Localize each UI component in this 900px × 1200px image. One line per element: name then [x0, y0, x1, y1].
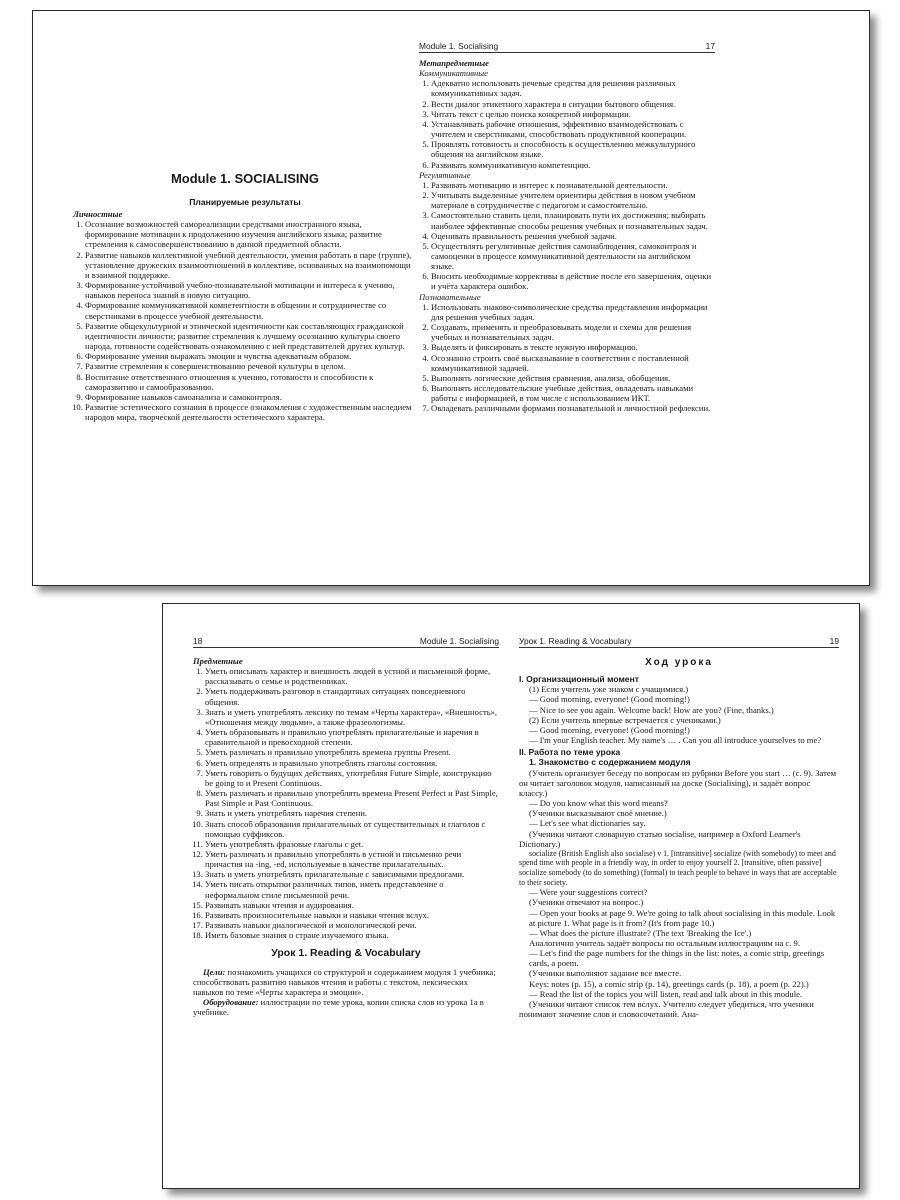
list-item: 4. Устанавливать рабочие отношения, эффективно взаимодействовать с учителем и сверстниками, способствовать продуктивной кооперации.: [431, 119, 715, 139]
list-item: 6. Выполнять исследовательские учебные действия, овладевать навыками работы с информацией, в том числе с использованием ИКТ.: [431, 383, 715, 403]
list-item: 8. Уметь различать и правильно употреблять времена Present Perfect и Past Simple, Past Simple и Past Continuous.: [205, 788, 499, 808]
page-header: [419, 41, 715, 53]
paragraph: — I'm your English teacher. My name's … . Can you all introduce yourselves to me?: [529, 735, 822, 746]
list-item: 12. Уметь различать и правильно употреблять в устной и письменно речи причастия на -ing, -ed, используемые в качестве прилагательных.: [205, 849, 499, 869]
list-item: 17. Развивать навыки диалогической и монологической речи.: [205, 920, 499, 930]
list-item: 8. Воспитание ответственного отношения к учению, готовности и способности к саморазвитию и самообразованию.: [85, 372, 417, 392]
list-item: 1. Развивать мотивацию и интерес к познавательной деятельности.: [431, 180, 715, 190]
list-item: 5. Осуществлять регулятивные действия самонаблюдения, самоконтроля и самооценки в процессе коммуникативной деятельности на английском языке.: [431, 241, 715, 271]
list-item: 7. Уметь говорить о будущих действиях, употребляя Future Simple, конструкцию be going to и Present Continuous.: [205, 768, 499, 788]
lesson-title: Урок 1. Reading & Vocabulary: [271, 947, 421, 960]
page-19: [519, 604, 839, 1188]
header-right: Module 1. Socialising: [419, 636, 499, 646]
page-header: [519, 636, 839, 648]
results-heading: Планируемые результаты: [189, 197, 301, 207]
paragraph: (1) Если учитель уже знаком с учащимися.): [529, 684, 689, 695]
paragraph: — Do you know what this word means?: [529, 798, 668, 809]
paragraph: (Ученики читают словарную статью socialise, например в Oxford Learner's Dictionary.): [519, 828, 801, 849]
paragraph: — Good morning, everyone! (Good morning!): [529, 724, 690, 735]
page-number: 19: [829, 636, 839, 646]
page-spread-16-17: [32, 10, 870, 586]
paragraph: — Let's find the page numbers for the things in the list: notes, a comic strip, greetings cards, a poem.: [529, 948, 825, 969]
paragraph: — Good morning, everyone! (Good morning!): [529, 694, 690, 705]
page-16: [73, 11, 417, 585]
lesson-flow-title: Ход урока: [645, 657, 713, 668]
lesson-aims: Цели: познакомить учащихся со структурой и содержанием модуля 1 учебника; способствовать развитию навыков чтения и работы с текстом, лексических навыков по теме «Черты характера и эмоции».: [193, 966, 496, 997]
paragraph: (Ученики отвечают на вопрос.): [529, 897, 644, 908]
list-item: 16. Развивать произносительные навыки и навыки чтения вслух.: [205, 910, 499, 920]
header-left: Урок 1. Reading & Vocabulary: [519, 636, 632, 646]
list-item: 3. Читать текст с целью поиска конкретной информации.: [431, 109, 715, 119]
page-spread-18-19: [162, 603, 860, 1189]
subsection-heading: 1. Знакомство с содержанием модуля: [529, 757, 691, 768]
list-item: 10. Знать способ образования прилагательных от существительных и глаголов с помощью суффиксов.: [205, 819, 499, 839]
section-heading: I. Организационный момент: [519, 674, 639, 685]
page-number: 18: [193, 636, 203, 646]
paragraph: (Ученики читают список тем вслух. Учителю следует убедиться, что ученики понимают значение слов и словосочетаний. Ана-: [519, 998, 814, 1020]
page-header: [193, 636, 499, 648]
section-heading: II. Работа по теме урока: [519, 747, 621, 758]
lesson-equipment: Оборудование: иллюстрации по теме урока, копии списка слов из урока 1а в учебнике.: [193, 997, 484, 1018]
paragraph: Аналогично учитель задаёт вопросы по остальным иллюстрациям на с. 9.: [529, 937, 800, 948]
subject-heading: Предметные: [193, 656, 243, 666]
list-item: 7. Овладевать различными формами познавательной и личностной рефлексии.: [431, 403, 715, 413]
list-item: 3. Формирование устойчивой учебно-познавательной мотивации и интереса к учению, навыков переноса знаний в новую ситуацию.: [85, 280, 417, 300]
paragraph: (2) Если учитель впервые встречается с учениками.): [529, 714, 721, 725]
list-item: 5. Выполнять логические действия сравнения, анализа, обобщения.: [431, 373, 715, 383]
paragraph: — Read the list of the topics you will listen, read and talk about in this module.: [529, 988, 803, 999]
cog-heading: Познавательные: [419, 291, 481, 302]
list-item: 5. Проявлять готовность и способность к осуществлению межкультурного общения на английском языке.: [431, 139, 715, 159]
list-item: 11. Уметь употреблять фразовые глаголы с get.: [205, 839, 499, 849]
list-item: 2. Создавать, применять и преобразовывать модели и схемы для решения учебных и познавательных задач.: [431, 322, 715, 342]
paragraph: (Ученики выполняют задание все вместе.: [529, 968, 682, 979]
paragraph: Keys: notes (p. 15), a comic strip (p. 14), greetings cards (p. 18), a poem (p. 22).): [529, 978, 809, 989]
paragraph: (Учитель организует беседу по вопросам из рубрики Before you start … (с. 9). Затем он читает заголовок модуля, написанный на доске (Socialising), и задаёт вопрос классу.): [519, 767, 837, 798]
dictionary-entry: socialize (British English also socialise) v 1. [intransitive] socialize (with somebody) to meet and spend time with people in a friendly way, in order to enjoy yourself 2. [transitive, often passive] socialize somebody (to do something) (formal) to teach people to behave in ways that are acceptable to their society.: [519, 848, 837, 887]
list-item: 2. Уметь поддерживать разговор в стандартных ситуациях повседневного общения.: [205, 686, 499, 706]
list-item: 6. Развивать коммуникативную компетенцию.: [431, 160, 715, 170]
list-item: 9. Знать и уметь употреблять наречия степени.: [205, 808, 499, 818]
list-item: 9. Формирование навыков самоанализа и самоконтроля.: [85, 392, 417, 402]
list-item: 6. Вносить необходимые коррективы в действие после его завершения, оценки и учёта характера ошибок.: [431, 271, 715, 291]
list-item: 4. Оценивать правильность решения учебной задачи.: [431, 231, 715, 241]
list-item: 14. Уметь писать открытки различных типов, иметь представление о неформальном стиле письменной речи.: [205, 879, 499, 899]
paragraph: — What does the picture illustrate? (The text 'Breaking the Ice'.): [529, 927, 752, 938]
list-item: 5. Развитие общекультурной и этнической идентичности как составляющих гражданской идентичности личности; развитие стремления к лучшему осознанию культуры своего народа, готовности содействовать ознакомлению с ней представителей других культур.: [85, 321, 417, 351]
comm-list: [419, 78, 715, 169]
paragraph: — Open your books at page 9. We're going to talk about socialising in this module. Look at picture 1. What page is it from? (It's from page 10.): [529, 907, 836, 928]
list-item: 3. Знать и уметь употреблять лексику по темам «Черты характера», «Внешность», «Отношения между людьми», а также фразеологизмы.: [205, 707, 499, 727]
meta-heading: Метапредметные: [419, 58, 489, 68]
list-item: 1. Осознание возможностей самореализации средствами иностранного языка, формирование мотивации к продолжению изучения английского языка; развитие стремления к самосовершенствованию в данной предметной области.: [85, 219, 417, 249]
list-item: 2. Учитывать выделенные учителем ориентиры действия в новом учебном материале в сотрудничестве с педагогом и самостоятельно.: [431, 190, 715, 210]
list-item: 4. Осознанно строить своё высказывание в соответствии с поставленной коммуникативной задачей.: [431, 353, 715, 373]
page-18: [193, 604, 499, 1188]
list-item: 10. Развитие эстетического сознания в процессе ознакомления с художественным наследием народов мира, творческой деятельности эстетического характера.: [85, 402, 417, 422]
list-item: 3. Самостоятельно ставить цели, планировать пути их достижения; выбирать наиболее эффективные способы решения учебных и познавательных задач.: [431, 210, 715, 230]
page-number: 17: [705, 41, 715, 51]
paragraph: — Nice to see you again. Welcome back! How are you? (Fine, thanks.): [529, 704, 774, 715]
list-item: 15. Развивать навыки чтения и аудирования.: [205, 900, 499, 910]
reg-heading: Регулятивные: [419, 169, 471, 180]
module-title: Module 1. SOCIALISING: [170, 171, 320, 186]
paragraph: (Ученики высказывают своё мнение.): [529, 808, 667, 819]
paragraph: — Let's see what dictionaries say.: [529, 818, 646, 829]
list-item: 13. Знать и уметь употреблять прилагательные с зависимыми предлогами.: [205, 869, 499, 879]
reg-list: [419, 180, 715, 292]
list-item: 6. Формирование умения выражать эмоции и чувства адекватным образом.: [85, 351, 417, 361]
list-item: 2. Развитие навыков коллективной учебной деятельности, умения работать в паре (группе), установление дружеских взаимоотношений в коллективе, основанных на взаимопомощи и взаимной поддержке.: [85, 250, 417, 280]
personal-heading: Личностные: [73, 209, 123, 219]
list-item: 1. Адекватно использовать речевые средства для решения различных коммуникативных задач.: [431, 78, 715, 98]
personal-list: [73, 219, 417, 422]
list-item: 3. Выделять и фиксировать в тексте нужную информацию.: [431, 342, 715, 352]
list-item: 4. Формирование коммуникативной компетентности в общении и сотрудничестве со сверстниками в процессе учебной деятельности.: [85, 300, 417, 320]
list-item: 7. Развитие стремления к совершенствованию речевой культуры в целом.: [85, 361, 417, 371]
list-item: 6. Уметь определять и правильно употреблять глаголы состояния.: [205, 758, 499, 768]
list-item: 1. Уметь описывать характер и внешность людей в устной и письменной форме, рассказывать о семье и родственниках.: [205, 666, 499, 686]
list-item: 18. Иметь базовые знания о стране изучаемого языка.: [205, 930, 499, 940]
header-left: Module 1. Socialising: [419, 41, 499, 51]
list-item: 2. Вести диалог этикетного характера в ситуации бытового общения.: [431, 99, 715, 109]
list-item: 1. Использовать знаково-символические средства представления информации для решения учебных задач.: [431, 302, 715, 322]
subject-list: [193, 666, 499, 940]
list-item: 4. Уметь образовывать и правильно употреблять прилагательные и наречия в сравнительной и превосходной степени.: [205, 727, 499, 747]
comm-heading: Коммуникативные: [419, 68, 488, 79]
list-item: 5. Уметь различать и правильно употреблять времена группы Present.: [205, 747, 499, 757]
cog-list: [419, 302, 715, 414]
page-17: [419, 11, 715, 585]
paragraph: — Were your suggestions correct?: [529, 887, 648, 898]
